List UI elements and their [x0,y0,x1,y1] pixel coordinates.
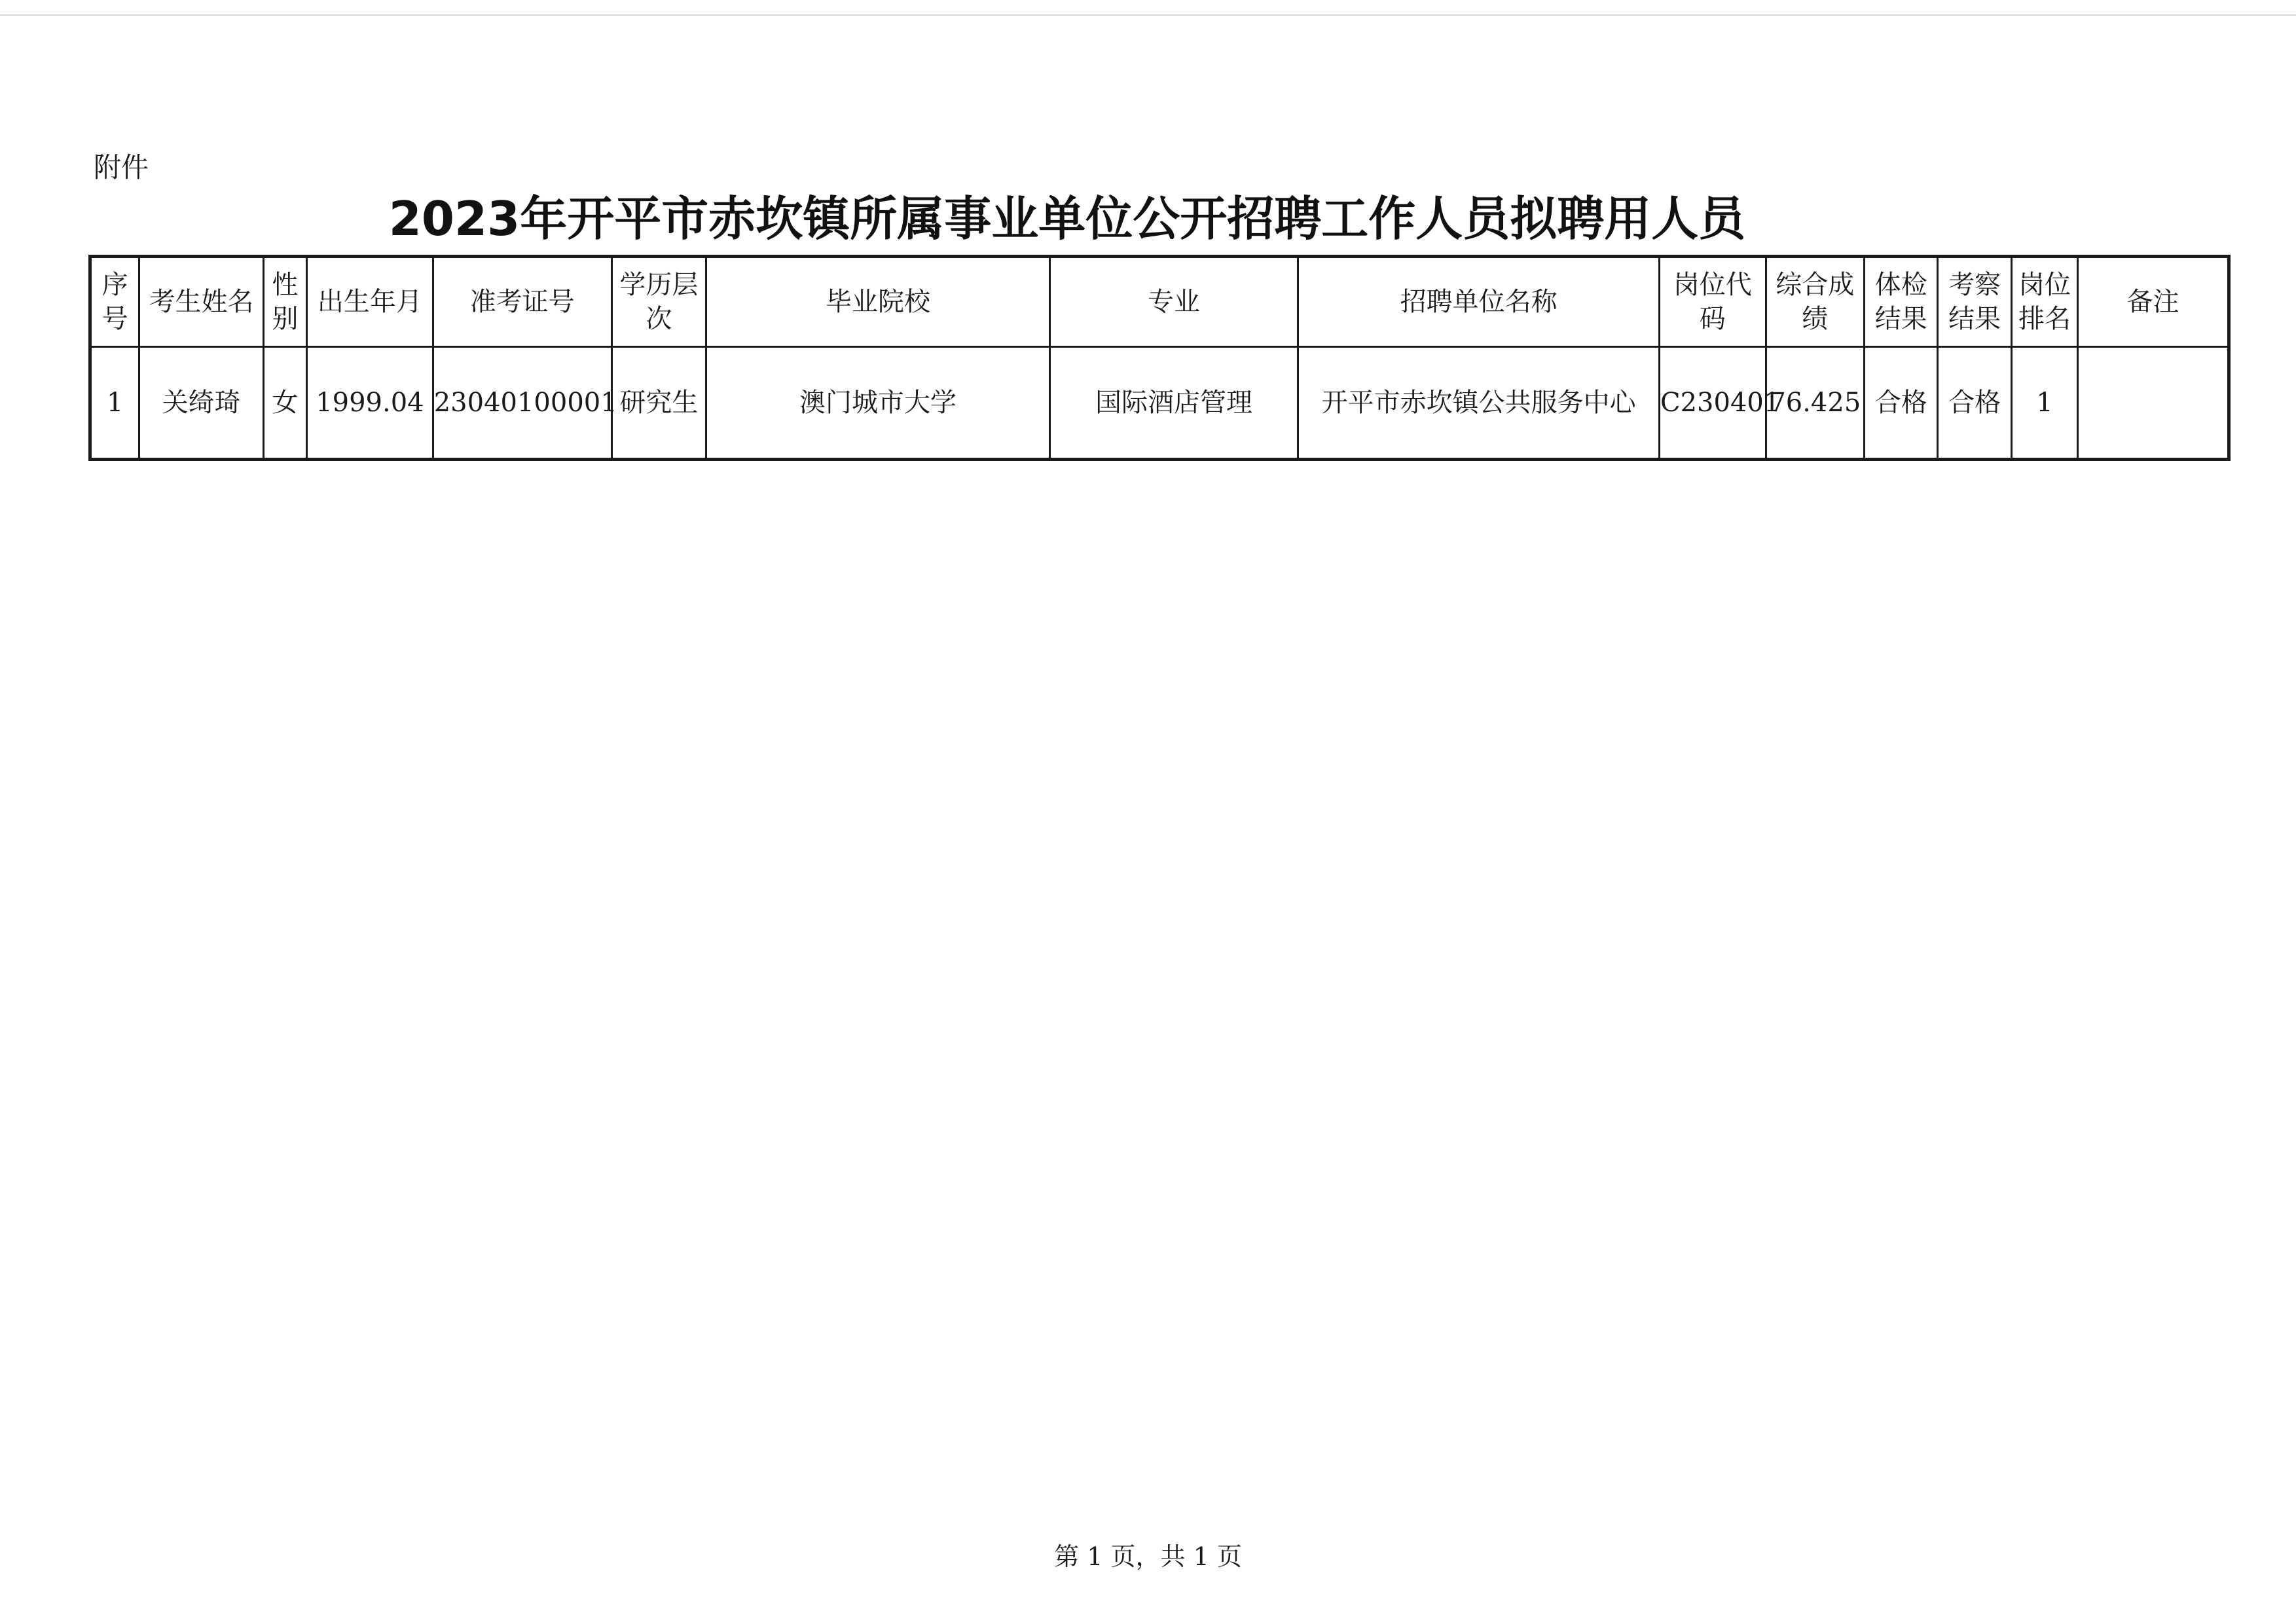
header-score: 综合成绩 [1766,257,1865,347]
hiring-table [88,255,2231,461]
header-major: 专业 [1049,257,1298,347]
cell-employer: 开平市赤坎镇公共服务中心 [1298,347,1660,460]
header-birth: 出生年月 [307,257,433,347]
cell-rank: 1 [2011,347,2077,460]
header-post-code: 岗位代码 [1660,257,1766,347]
cell-inspection: 合格 [1938,347,2011,460]
cell-education: 研究生 [611,347,706,460]
cell-exam-id: 23040100001 [433,347,611,460]
header-employer: 招聘单位名称 [1298,257,1660,347]
scan-edge-line [0,14,2296,16]
header-gender: 性别 [263,257,306,347]
cell-major: 国际酒店管理 [1049,347,1298,460]
header-seq: 序号 [90,257,139,347]
page-footer: 第 1 页，共 1 页 [1054,1542,1242,1571]
cell-gender: 女 [263,347,306,460]
header-remarks: 备注 [2078,257,2229,347]
cell-name: 关绮琦 [139,347,264,460]
header-rank: 岗位排名 [2011,257,2077,347]
cell-seq: 1 [90,347,139,460]
document-title: 2023年开平市赤坎镇所属事业单位公开招聘工作人员拟聘用人员 [388,191,1746,246]
cell-post-code: C230401 [1660,347,1766,460]
header-name: 考生姓名 [139,257,264,347]
table-row [90,347,2229,460]
cell-medical: 合格 [1865,347,1938,460]
table-header-row [90,257,2229,347]
cell-remarks [2078,347,2229,460]
header-exam-id: 准考证号 [433,257,611,347]
attachment-label: 附件 [94,151,149,183]
cell-birth: 1999.04 [307,347,433,460]
header-school: 毕业院校 [706,257,1050,347]
cell-school: 澳门城市大学 [706,347,1050,460]
header-medical: 体检结果 [1865,257,1938,347]
header-inspection: 考察结果 [1938,257,2011,347]
header-education: 学历层次 [611,257,706,347]
cell-score: 76.425 [1766,347,1865,460]
